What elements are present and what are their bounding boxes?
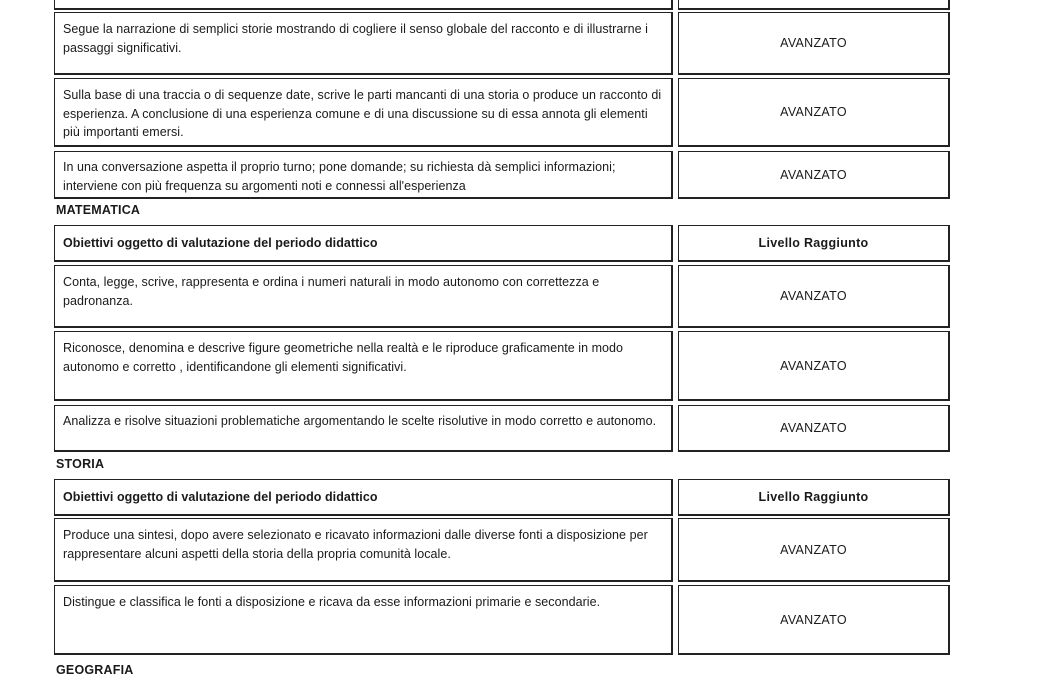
section-title-storia: STORIA <box>56 457 105 471</box>
italiano-level-3: AVANZATO <box>678 151 950 199</box>
matematica-objective-1: Conta, legge, scrive, rappresenta e ordina i numeri naturali in modo autonomo con correttezza e padronanza. <box>54 265 673 328</box>
storia-objective-2: Distingue e classifica le fonti a disposizione e ricava da esse informazioni primarie e secondarie. <box>54 585 673 655</box>
storia-header-level: Livello Raggiunto <box>678 479 950 516</box>
matematica-level-1: AVANZATO <box>678 265 950 328</box>
italiano-level-2: AVANZATO <box>678 78 950 147</box>
matematica-objective-2: Riconosce, denomina e descrive figure geometriche nella realtà e le riproduce graficamente in modo autonomo e corretto , identificandone gli elementi significativi. <box>54 331 673 401</box>
storia-header-objectives: Obiettivi oggetto di valutazione del periodo didattico <box>54 479 673 516</box>
matematica-level-2: AVANZATO <box>678 331 950 401</box>
storia-level-1: AVANZATO <box>678 518 950 582</box>
matematica-header-objectives: Obiettivi oggetto di valutazione del periodo didattico <box>54 225 673 262</box>
matematica-level-3: AVANZATO <box>678 405 950 452</box>
italiano-level-1: AVANZATO <box>678 12 950 75</box>
section-title-geografia: GEOGRAFIA <box>56 663 134 677</box>
storia-level-2: AVANZATO <box>678 585 950 655</box>
matematica-header-level: Livello Raggiunto <box>678 225 950 262</box>
cut-off-objective-cell <box>54 0 673 10</box>
cut-off-level-cell <box>678 0 950 10</box>
matematica-objective-3: Analizza e risolve situazioni problematiche argomentando le scelte risolutive in modo corretto e autonomo. <box>54 405 673 452</box>
italiano-objective-2: Sulla base di una traccia o di sequenze date, scrive le parti mancanti di una storia o produce un racconto di esperienza. A conclusione di una esperienza comune e di una discussione su di essa annota gli elementi più importanti emersi. <box>54 78 673 147</box>
storia-objective-1: Produce una sintesi, dopo avere selezionato e ricavato informazioni dalle diverse fonti a disposizione per rappresentare alcuni aspetti della storia della propria comunità locale. <box>54 518 673 582</box>
section-title-matematica: MATEMATICA <box>56 203 141 217</box>
italiano-objective-3: In una conversazione aspetta il proprio turno; pone domande; su richiesta dà semplici informazioni; interviene con più frequenza su argomenti noti e connessi all'esperienza <box>54 151 673 199</box>
italiano-objective-1: Segue la narrazione di semplici storie mostrando di cogliere il senso globale del racconto e di illustrarne i passaggi significativi. <box>54 12 673 75</box>
